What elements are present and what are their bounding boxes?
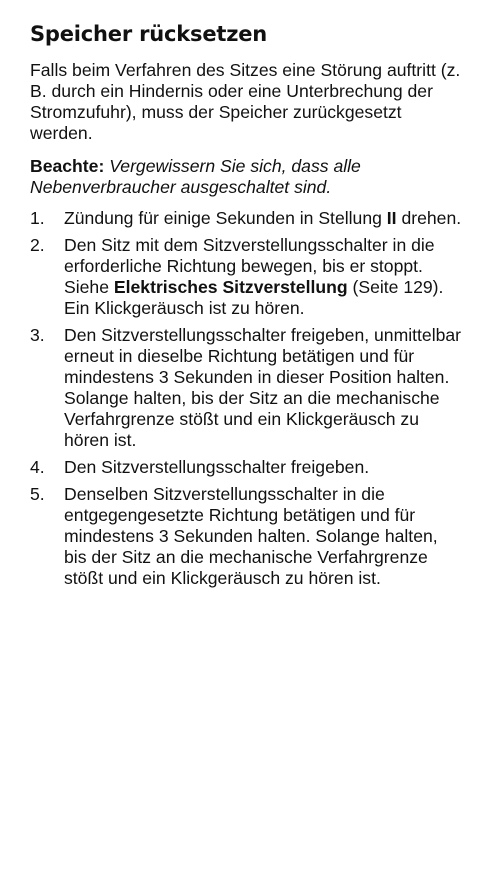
cross-reference-link: Elektrisches Sitzverstellung: [113, 277, 348, 297]
step-item: [30, 457, 464, 478]
section-heading: [30, 22, 267, 46]
step-text: Den Sitz mit dem Sitzverstellungsschalter in die erforderliche Richtung bewegen, bis er stoppt. Siehe: [64, 235, 435, 297]
steps-list: [30, 208, 464, 589]
step-bold-text: II: [386, 208, 397, 228]
intro-paragraph: Falls beim Verfahren des Sitzes eine Störung auftritt (z. B. durch ein Hindernis oder eine Unterbrechung der Stromzufuhr), muss der Speicher zurückgesetzt werden.: [30, 60, 461, 143]
note-text: Vergewissern Sie sich, dass alle Nebenverbraucher ausgeschaltet sind.: [30, 156, 361, 197]
step-text: Den Sitzverstellungsschalter freigeben, unmittelbar erneut in dieselbe Richtung betätigen und für mindestens 3 Sekunden in dieser Position halten. Solange halten, bis der Sitz an die mechanische Verfahrgrenze stößt und ein Klickgeräusch zu hören ist.: [64, 325, 462, 450]
step-text: drehen.: [396, 208, 462, 228]
note-label: Beachte:: [30, 156, 105, 176]
step-number: 1.: [30, 208, 45, 228]
step-text: Denselben Sitzverstellungsschalter in die entgegengesetzte Richtung betätigen und für mindestens 3 Sekunden halten. Solange halten, bis der Sitz an die mechanische Verfahrgrenze stößt und ein Klickgeräusch zu hören ist.: [64, 484, 438, 588]
step-number: 3.: [30, 325, 45, 345]
step-item: [30, 484, 464, 589]
step-text: Zündung für einige Sekunden in Stellung: [64, 208, 387, 228]
heading-text: Speicher rücksetzen: [30, 22, 268, 46]
step-number: 4.: [30, 457, 45, 477]
step-item: [30, 325, 464, 451]
step-text: Den Sitzverstellungsschalter freigeben.: [64, 457, 370, 477]
step-text: (Seite 129). Ein Klickgeräusch ist zu hören.: [64, 277, 444, 318]
step-item: [30, 208, 464, 229]
note-paragraph: [30, 156, 464, 198]
step-item: [30, 235, 464, 319]
step-number: 2.: [30, 235, 45, 255]
step-number: 5.: [30, 484, 45, 504]
